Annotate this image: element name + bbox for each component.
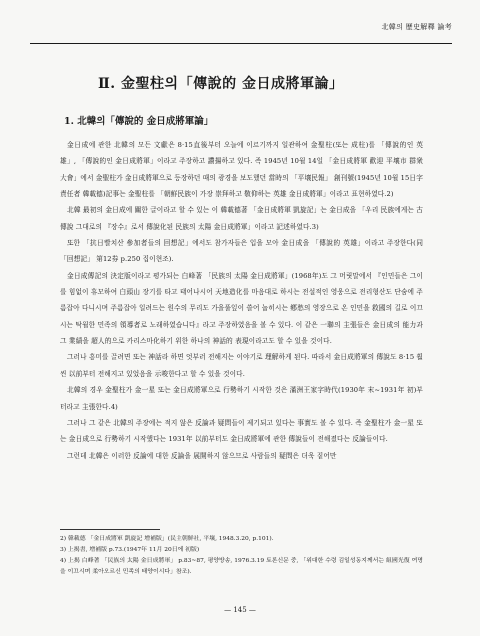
footnote: 2) 韓載德 「金日成將軍 凱旋記 增補版」(民主朝鮮社, 平壤, 1948.3.20, p.101). <box>60 536 274 542</box>
footnotes <box>60 534 423 578</box>
footnote-rule <box>60 529 160 530</box>
paragraph: 또한 「抗日빨치산 參加者들의 回想記」에서도 참가자들은 입을 모아 金日成을 「傳說的 英雄」이라고 주장한다(同 「回想記」 第12券 p.250 집이현조). <box>60 239 423 264</box>
body-text <box>60 137 423 464</box>
section-title: 1. 北韓의「傳說的 金日成將軍論」 <box>64 116 214 127</box>
paragraph: 그러나 흥미를 끌려면 또는 神話라 하면 엇부러 전해지는 이야기로 理解하게 된다. 따라서 金日成將軍의 傳說도 8·15 훨씬 以前부터 전해지고 있었음을 示唆한다고 할 수 있을 것이다. <box>60 353 423 378</box>
paragraph: 그러나 그 같은 北韓의 주장에는 적지 않은 反論과 疑問들이 제기되고 있다는 事實도 볼 수 있다. 즉 金聖柱가 金一星 또는 金日成으로 行勢하기 시작했다는 1931年 以前부터도 金日成將軍에 관한 傳說들이 전해졌다는 反論들이다. <box>60 418 423 444</box>
running-header: 北韓의 歷史解釋 論考 <box>381 23 452 31</box>
paragraph: 北韓의 경우 金聖柱가 金一星 또는 金日成將軍으로 行勢하기 시작한 것은 滿洲王家字時代(1930年 末~1931年 初)부터라고 主張한다.4) <box>60 386 423 411</box>
paragraph: 北韓 最初의 金日成에 關한 글이라고 할 수 있는 이 韓載德著 「金日成將軍 凱旋記」는 金日成을 「우리 民族에게는 古傳說 그대로의 『장수』로서 傳說化된 民族의 太陽 金日成將軍」이라고 記述하였다.3) <box>60 206 423 231</box>
page-number: — 145 — <box>224 606 256 614</box>
paragraph: 그런데 北韓은 이러한 反論에 대한 反論을 展開하지 않으므로 사람들의 疑問은 더욱 짙어만 <box>67 451 337 460</box>
footnote: 4) 上揭 白峰著 「民族의 太陽 金日成將軍」 p.83~87, 평양방송, 1976.3.19 토론신문 중, 「위대한 수령 김일성동지께서는 組國光復 여명을 이끄시며 柔아오르신 민족의 태양이시다」참조). <box>60 558 423 575</box>
footnote: 3) 上揭書, 增補版 p.73.(1947年 11月 20日에 初版) <box>60 547 200 553</box>
paragraph: 金日成傳記의 決定版이라고 평가되는 白峰著 「民族의 太陽 金日成將軍」(1968年)도 그 머릿말에서 『인민들은 그이를 힘없이 휴모하여 白頭山 장기를 타고 태어나시어 天地造化를 마음대로 하시는 전설적인 영웅으로 전리형산도 단숨에 주름잡아 다니시며 주름잡아 일려드는 원수의 무리도 가을풀잎이 쓸어 눕히시는 鄕愁의 영장으로 온 인민을 救國의 길로 이끄시는 탁월한 민족의 領導者로 노래하였습니다』라고 주장하였음을 볼 수 있다. 이 같은 一聯의 主張들은 金日成의 能力과 그 業績을 超人的으로 카리스마化하기 위한 하나의 神話的 表現이라고도 할 수 있을 것이다. <box>60 271 423 346</box>
paragraph: 金日成에 관한 北韓의 모든 文獻은 8·15直後부터 오늘에 이르기까지 일관하여 金聖柱(또는 成柱)를 「傳說的인 英雄」, 「傳說的인 金日成將軍」이라고 주장하고 讚揚하고 있다. 즉 1945년 10월 14일 「金日成將軍 歡迎 平壤市 群衆大會」에서 金聖柱가 金日成將軍으로 등장하던 때의 광경을 보도했던 當時의 「平壤民報」 創刊號(1945년 10월 15日字 責任者 韓載德)記事는 金聖柱를 「朝鮮民族이 가장 崇拜하고 敬仰하는 英雄 金日成將軍」이라고 표현하였다.2) <box>60 141 423 199</box>
chapter-title: Ⅱ. 金聖柱의「傳說的 金日成將軍論」 <box>98 76 344 92</box>
header-rule <box>30 43 452 44</box>
